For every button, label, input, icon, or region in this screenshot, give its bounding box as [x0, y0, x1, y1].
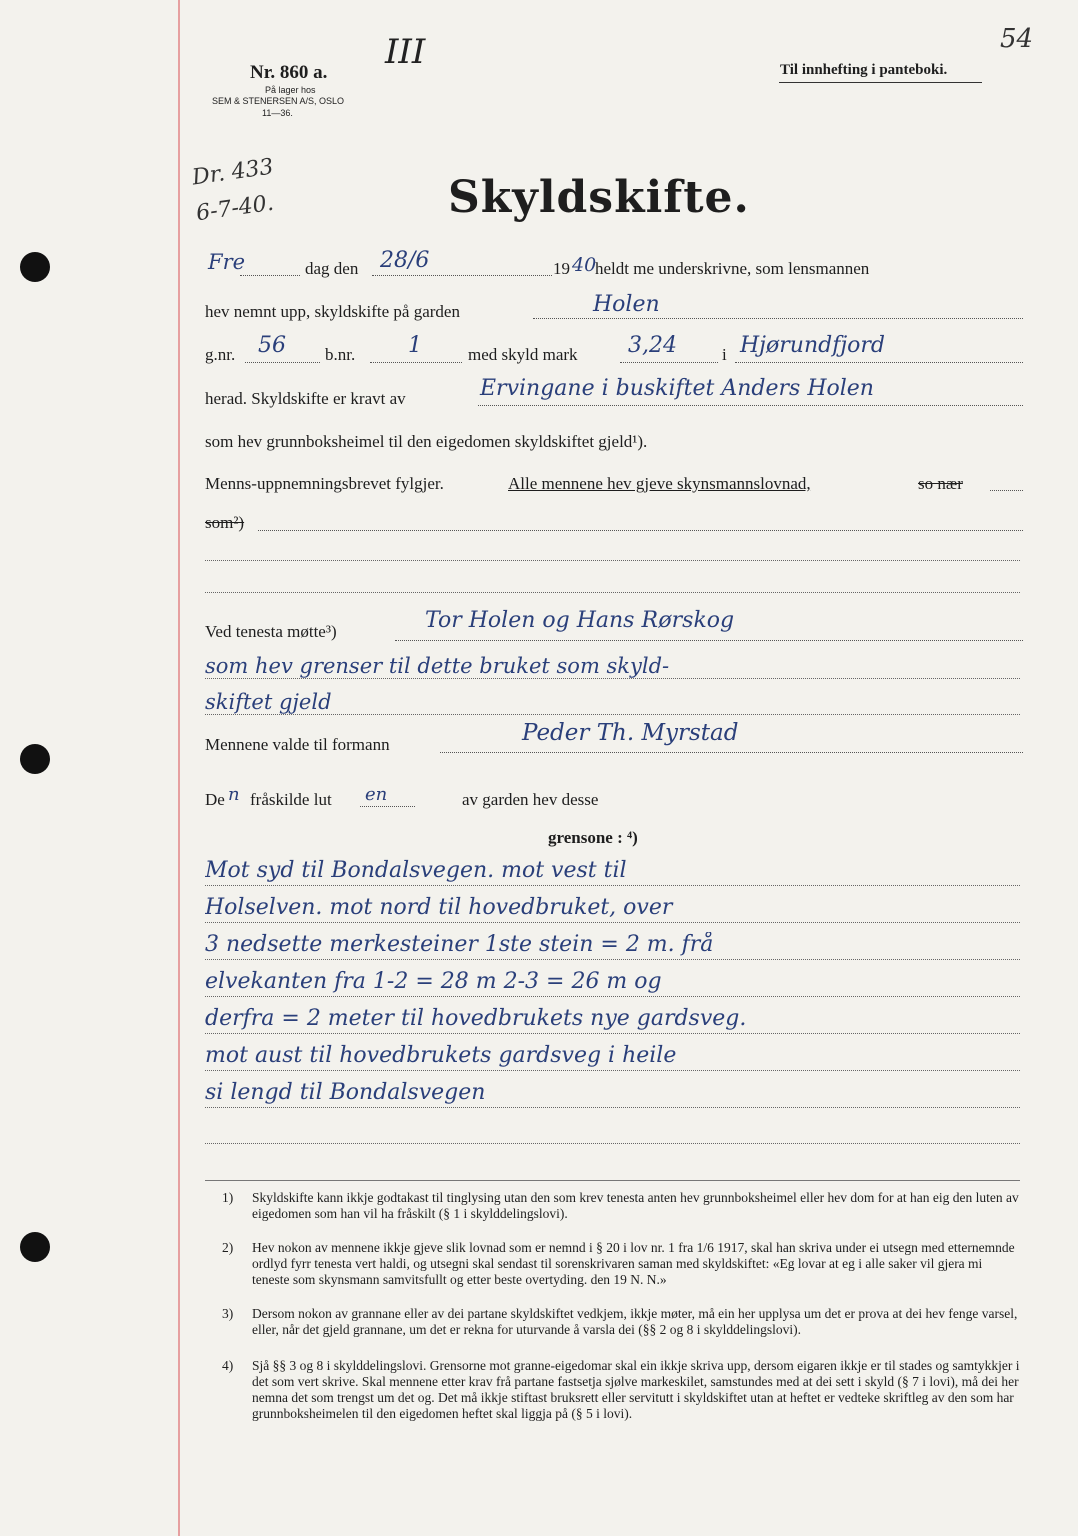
fill-line	[205, 922, 1020, 923]
de-suffix: n	[228, 784, 240, 805]
fill-line	[205, 678, 1020, 679]
fill-line	[205, 592, 1020, 593]
top-right-underline	[779, 82, 982, 83]
fill-line	[533, 318, 1023, 319]
year-value: 40	[572, 254, 597, 276]
fill-line	[240, 275, 300, 276]
date-value: 28/6	[380, 248, 430, 273]
grensone-label: grensone : ⁴)	[548, 828, 638, 847]
municipality-value: Hjørundfjord	[740, 333, 885, 358]
fill-line	[620, 362, 718, 363]
attendees-continued-2: skiftet gjeld	[205, 690, 332, 714]
form-number: Nr. 860 a.	[250, 62, 328, 83]
boundary-line: Holselven. mot nord til hovedbruket, over	[205, 895, 673, 920]
attendees-continued: som hev grenser til dette bruket som skyld-	[205, 654, 670, 678]
boundary-line: Mot syd til Bondalsvegen. mot vest til	[205, 858, 627, 883]
footnote-text: Sjå §§ 3 og 8 i skylddelingslovi. Grensorne mot granne-eigedomar skal ein ikkje skriva upp, dersom eigaren ikkje er til stades og samtykkjer i det som vert skrive. Skal mennene etter krav frå partane fastsetja sjølve markeskilet, samstundes med at dei sett i skyld (§ 7 i lovi), må dei her nemna det som trengst um det og. Det må ikkje stiftast bruksrett eller servitutt i skyldskiftet utan at heftet er vedteke skriftleg av den som har grunnboksheimelen til den eigedomen heftet skal liggja på (§ 5 i lovi).	[252, 1358, 1020, 1421]
label-garden: hev nemnt upp, skyldskifte på garden	[205, 302, 460, 321]
punch-hole	[20, 744, 50, 774]
bnr-value: 1	[408, 333, 422, 358]
top-right-note: Til innhefting i panteboki.	[780, 62, 948, 78]
label-i: i	[722, 345, 727, 364]
footnote-text: Skyldskifte kann ikkje godtakast til tinglysing utan den som krev tenesta anten hev grunnboksheimel eller hev dom for at han eig den luten av eigedomen som han vil ha fråskilt (§ 1 i skylddelingslovi).	[252, 1190, 1019, 1221]
form-date: 11—36.	[262, 108, 293, 118]
roman-mark: III	[385, 32, 426, 72]
margin-note-2: 6-7-40.	[194, 190, 276, 227]
boundary-line: si lengd til Bondalsvegen	[205, 1080, 486, 1105]
boundary-line: 3 nedsette merkesteiner 1ste stein = 2 m. frå	[205, 932, 714, 957]
label-fraskilde: fråskilde lut	[250, 790, 332, 809]
fill-line	[370, 362, 462, 363]
fill-line	[205, 1107, 1020, 1108]
label-line1-rest: heldt me underskrivne, som lensmannen	[595, 259, 870, 278]
struck-text: so nær	[918, 474, 963, 493]
label-skyld: med skyld mark	[468, 345, 578, 364]
margin-note-1: Dr. 433	[190, 154, 276, 191]
chairman-value: Peder Th. Myrstad	[522, 720, 739, 746]
page-number: 54	[1000, 24, 1034, 54]
boundary-line: derfra = 2 meter til hovedbrukets nye gardsveg.	[205, 1006, 747, 1031]
footnote-text: Hev nokon av mennene ikkje gjeve slik lovnad som er nemnd i § 20 i lov nr. 1 fra 1/6 1917, skal han skriva under ei utsegn med etternemnde ordlyd fyrr tenesta vert haldi, og utsegni skal sendast til sorenskrivaren saman med skyldskiftet: «Eg lovar at eg i alle saker vil gjera mi teneste som skynsmann samvitsfullt og etter beste overtyding. den 19 N. N.»	[252, 1240, 1015, 1287]
fill-line	[205, 1070, 1020, 1071]
fill-line	[205, 1033, 1020, 1034]
fill-line	[478, 405, 1023, 406]
fill-line	[245, 362, 320, 363]
footnote-text: Dersom nokon av grannane eller av dei partane skyldskiftet vedkjem, ikkje møter, må ein her upplysa um det er prova at dei hev fenge varsel, eller, når det gjeld grannane, um det er rekna for uturvande å varsla dei (§§ 2 og 8 i skylddelingslovi).	[252, 1306, 1018, 1337]
label-gnr: g.nr.	[205, 345, 236, 364]
label-year-prefix: 19	[553, 259, 570, 278]
margin-line	[178, 0, 180, 1536]
footnote-separator	[205, 1180, 1020, 1181]
fill-line	[372, 275, 552, 276]
label-de: De	[205, 790, 225, 809]
publisher-line2: SEM & STENERSEN A/S, OSLO	[212, 96, 345, 106]
label-uppnemningsbrev: Menns-uppnemningsbrevet fylgjer.	[205, 474, 444, 493]
label-formann: Mennene valde til formann	[205, 735, 390, 754]
farm-value: Holen	[593, 292, 660, 317]
fill-line	[205, 560, 1020, 561]
fill-line	[205, 996, 1020, 997]
footnote-number: 1)	[222, 1190, 234, 1205]
fill-line	[360, 806, 415, 807]
label-kravt-av: herad. Skyldskifte er kravt av	[205, 389, 406, 408]
fill-line	[440, 752, 1023, 753]
label-line12-rest: av garden hev desse	[462, 790, 599, 809]
fill-line	[205, 959, 1020, 960]
gnr-value: 56	[258, 333, 286, 358]
fill-line	[990, 490, 1023, 491]
requested-by-value: Ervingane i buskiftet Anders Holen	[480, 376, 874, 401]
lovnad-statement: Alle mennene hev gjeve skynsmannslovnad,	[508, 474, 811, 493]
footnote-number: 4)	[222, 1358, 234, 1373]
fill-line	[205, 885, 1020, 886]
publisher-line1: På lager hos	[265, 85, 316, 95]
document-title: Skyldskifte.	[448, 172, 750, 223]
fill-line	[735, 362, 1023, 363]
line-grunnboksheimel: som hev grunnboksheimel til den eigedomen skyldskiftet gjeld¹).	[205, 432, 648, 451]
boundary-line: mot aust til hovedbrukets gardsveg i heile	[205, 1043, 677, 1068]
skyld-value: 3,24	[628, 333, 677, 358]
struck-som: som²)	[205, 513, 245, 532]
punch-hole	[20, 252, 50, 282]
boundary-line: elvekanten fra 1-2 = 28 m 2-3 = 26 m og	[205, 969, 662, 994]
fill-line	[205, 1143, 1020, 1144]
fill-line	[395, 640, 1023, 641]
footnote-number: 2)	[222, 1240, 234, 1255]
punch-hole	[20, 1232, 50, 1262]
weekday-prefix: Fre	[208, 250, 246, 274]
lut-suffix: en	[365, 784, 388, 805]
label-tenesta-motte: Ved tenesta møtte³)	[205, 622, 337, 641]
label-bnr: b.nr.	[325, 345, 356, 364]
label-dag-den: dag den	[305, 259, 359, 278]
footnote-number: 3)	[222, 1306, 234, 1321]
attendees-value: Tor Holen og Hans Rørskog	[425, 608, 735, 633]
fill-line	[205, 714, 1020, 715]
fill-line	[258, 530, 1023, 531]
